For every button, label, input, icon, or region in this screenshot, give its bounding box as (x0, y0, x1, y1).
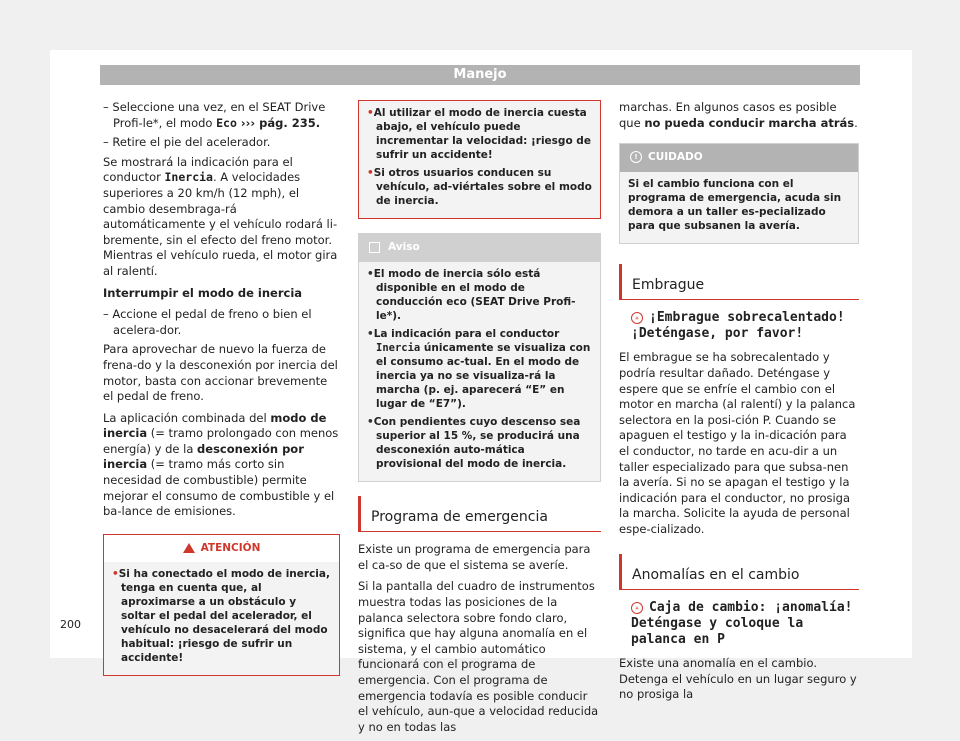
aviso-header: Aviso (359, 234, 600, 262)
page-number: 200 (60, 618, 81, 631)
paragraph: Existe una anomalía en el cambio. Detenga el vehículo en un lugar seguro y no prosiga la (619, 656, 857, 702)
column-3 (619, 100, 859, 709)
paragraph: Si la pantalla del cuadro de instrumentos muestra todas las posiciones de la palanca selectora sobre fondo claro, significa que hay alguna anomalía en el sistema, y el cambio automático funcionará con el programa de emergencia. Con el programa de emergencia todavía es posible conducir el vehículo, aun-que a velocidad reducida y no en todas las (358, 579, 599, 734)
atencion-box-continued (358, 100, 601, 219)
atencion-box (103, 534, 340, 677)
aviso-item: • Con pendientes cuyo descenso sea superior al 15 %, se producirá una desconexión auto-mática provisional del modo de inercia. (367, 415, 592, 471)
step-release-pedal: – Retire el pie del acelerador. (103, 135, 271, 150)
note-icon (369, 242, 380, 253)
aviso-box (358, 233, 601, 482)
section-heading: Anomalías en el cambio (619, 554, 859, 591)
aviso-item: • La indicación para el conductor Inercia únicamente se visualiza con el consumo ac-tual. En el modo de inercia ya no se visualiza-rá la marcha (p. ej. aparecerá “E” en lugar de “E7”). (367, 327, 592, 411)
paragraph: marchas. En algunos casos es posible que no pueda conducir marcha atrás. (619, 100, 858, 130)
section-heading: Programa de emergencia (358, 496, 601, 533)
driver-message: ✳ Caja de cambio: ¡anomalía! Deténgase y coloque la palanca en P (631, 600, 853, 648)
paragraph: Para aprovechar de nuevo la fuerza de frena-do y la desconexión por inercia del motor, basta con accionar brevemente el pedal de freno. (103, 342, 338, 404)
warning-lamp-icon: ✳ (631, 602, 643, 614)
page-header: Manejo (100, 65, 860, 85)
warning-item: • Si otros usuarios conducen su vehículo, ad-viértales sobre el modo de inercia. (367, 166, 592, 208)
cuidado-header: ! CUIDADO (620, 144, 858, 172)
column-2 (358, 100, 601, 741)
paragraph: Se mostrará la indicación para el conductor Inercia. A velocidades superiores a 20 km/h (12 mph), el cambio desembraga-rá automáticamente y el vehículo rodará li-bremente, sin el efecto del freno motor. Mientras el vehículo rueda, el motor gira al ralentí. (103, 154, 338, 278)
driver-message: ✳ ¡Embrague sobrecalentado! ¡Deténgase, por favor! (631, 310, 845, 342)
section-heading: Embrague (619, 264, 859, 301)
warning-item: • Al utilizar el modo de inercia cuesta abajo, el vehículo puede incrementar la velocidad: ¡riesgo de sufrir un accidente! (367, 106, 592, 162)
warning-lamp-icon: ✳ (631, 312, 643, 324)
paragraph: Existe un programa de emergencia para el ca-so de que el sistema se averíe. (358, 542, 591, 572)
cuidado-box (619, 143, 859, 244)
subheading: Interrumpir el modo de inercia (103, 285, 303, 300)
warning-triangle-icon (183, 543, 195, 553)
step-brake: – Accione el pedal de freno o bien el acelera-dor. (103, 307, 312, 337)
column-1 (103, 100, 340, 690)
atencion-header: ATENCIÓN (104, 535, 339, 563)
atencion-text: • Si ha conectado el modo de inercia, tenga en cuenta que, al aproximarse a un obstáculo y soltar el pedal del acelerador, el vehículo no desacelerará del modo habitual: ¡riesgo de sufrir un accidente! (112, 567, 331, 665)
caution-icon: ! (630, 151, 642, 163)
cuidado-text: Si el cambio funciona con el programa de emergencia, acuda sin demora a un taller es-pecializado para que subsanen la avería. (628, 177, 842, 232)
paragraph: El embrague se ha sobrecalentado y podría resultar dañado. Deténgase y espere que se enfríe el cambio con el motor en marcha (al ralentí) y la palanca selectora en la posi-ción P. Cuando se apaguen el testigo y la in-dicación para el conductor, no tarde en acu-dir a un taller especializado para que subsa-nen la avería. Si no se apagan el testigo y la indicación para el conductor, no prosiga la marcha. Solicite la ayuda de personal espe-cializado. (619, 350, 856, 536)
paragraph: La aplicación combinada del modo de inercia (= tramo prolongado con menos energía) y de la desconexión por inercia (= tramo más corto sin necesidad de combustible) permite mejorar el consumo de combustible y el ba-lance de emisiones. (103, 410, 339, 519)
step-select-eco: – Seleccione una vez, en el SEAT Drive Profi-le*, el modo Eco ››› pág. 235. (103, 100, 326, 130)
aviso-item: • El modo de inercia sólo está disponible en el modo de conducción eco (SEAT Drive Profi-le*). (367, 267, 592, 323)
